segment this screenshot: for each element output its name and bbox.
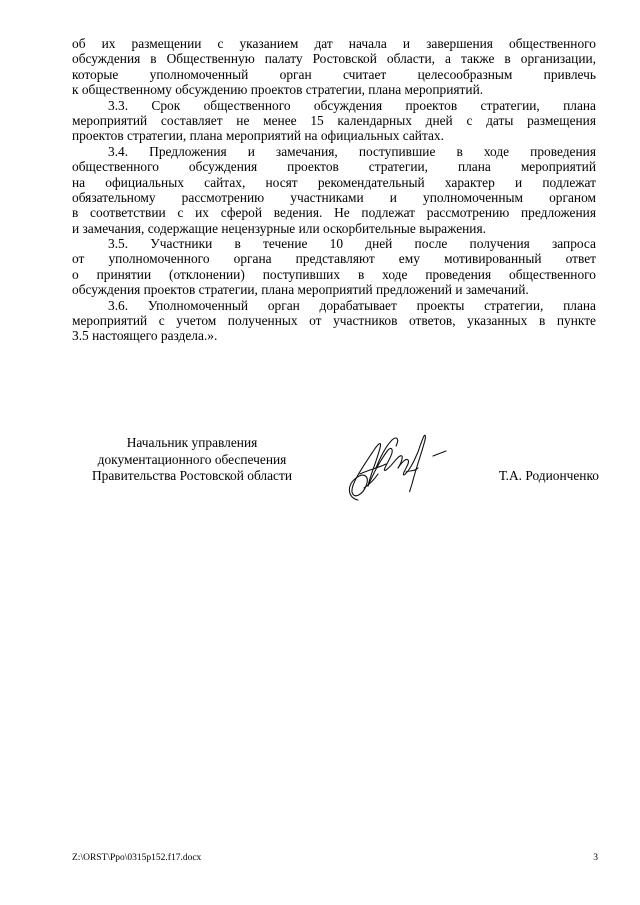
text-line: на официальных сайтах, носят рекомендательный характер и подлежат: [72, 174, 596, 190]
text-line: обязательному рассмотрению участниками и уполномоченным органом: [72, 189, 596, 205]
text-line: обсуждения проектов стратегии, плана мероприятий предложений и замечаний.: [72, 282, 529, 298]
position-line: Правительства Ростовской области: [91, 468, 293, 484]
text-line: общественного обсуждения проектов стратегии, плана мероприятий: [72, 159, 596, 175]
handwritten-signature-icon: [330, 428, 455, 508]
text-line: мероприятий с учетом полученных от участников ответов, указанных в пункте: [72, 313, 596, 329]
text-line: 3.3. Срок общественного обсуждения проектов стратегии, плана: [108, 97, 596, 113]
paragraph-3-3: [72, 98, 596, 144]
paragraph-3-6: [72, 298, 596, 344]
text-line: в соответствии с их сферой ведения. Не подлежат рассмотрению предложения: [72, 205, 596, 221]
text-line: обсуждения в Общественную палату Ростовской области, а также в организации,: [72, 51, 596, 67]
paragraph-3-5: [72, 236, 596, 298]
signer-name: Т.А. Родионченко: [498, 468, 599, 483]
text-line: 3.5 настоящего раздела.».: [72, 328, 218, 344]
document-body: [72, 36, 596, 344]
text-line: которые уполномоченный орган считает целесообразным привлечь: [72, 66, 596, 82]
paragraph-3-4: [72, 144, 596, 236]
text-line: 3.5. Участники в течение 10 дней после получения запроса: [108, 236, 596, 252]
text-line: от уполномоченного органа представляют ему мотивированный ответ: [72, 251, 596, 267]
text-line: и замечания, содержащие нецензурные или оскорбительные выражения.: [72, 220, 486, 236]
signer-position: [72, 435, 312, 485]
page-number: 3: [593, 853, 598, 863]
text-line: проектов стратегии, плана мероприятий на официальных сайтах.: [72, 128, 444, 144]
footer-file-path: Z:\ORST\Ppo\0315p152.f17.docx: [72, 853, 202, 863]
text-line: к общественному обсуждению проектов стратегии, плана мероприятий.: [72, 82, 484, 98]
text-line: мероприятий составляет не менее 15 календарных дней с даты размещения: [72, 112, 596, 128]
position-line: Начальник управления: [126, 435, 258, 450]
text-line: об их размещении с указанием дат начала и завершения общественного: [72, 36, 596, 51]
paragraph: [72, 36, 596, 98]
text-line: о принятии (отклонении) поступивших в ходе проведения общественного: [72, 266, 596, 282]
text-line: 3.4. Предложения и замечания, поступившие в ходе проведения: [108, 143, 596, 159]
text-line: 3.6. Уполномоченный орган дорабатывает проекты стратегии, плана: [108, 297, 596, 313]
position-line: документационного обеспечения: [97, 451, 287, 467]
